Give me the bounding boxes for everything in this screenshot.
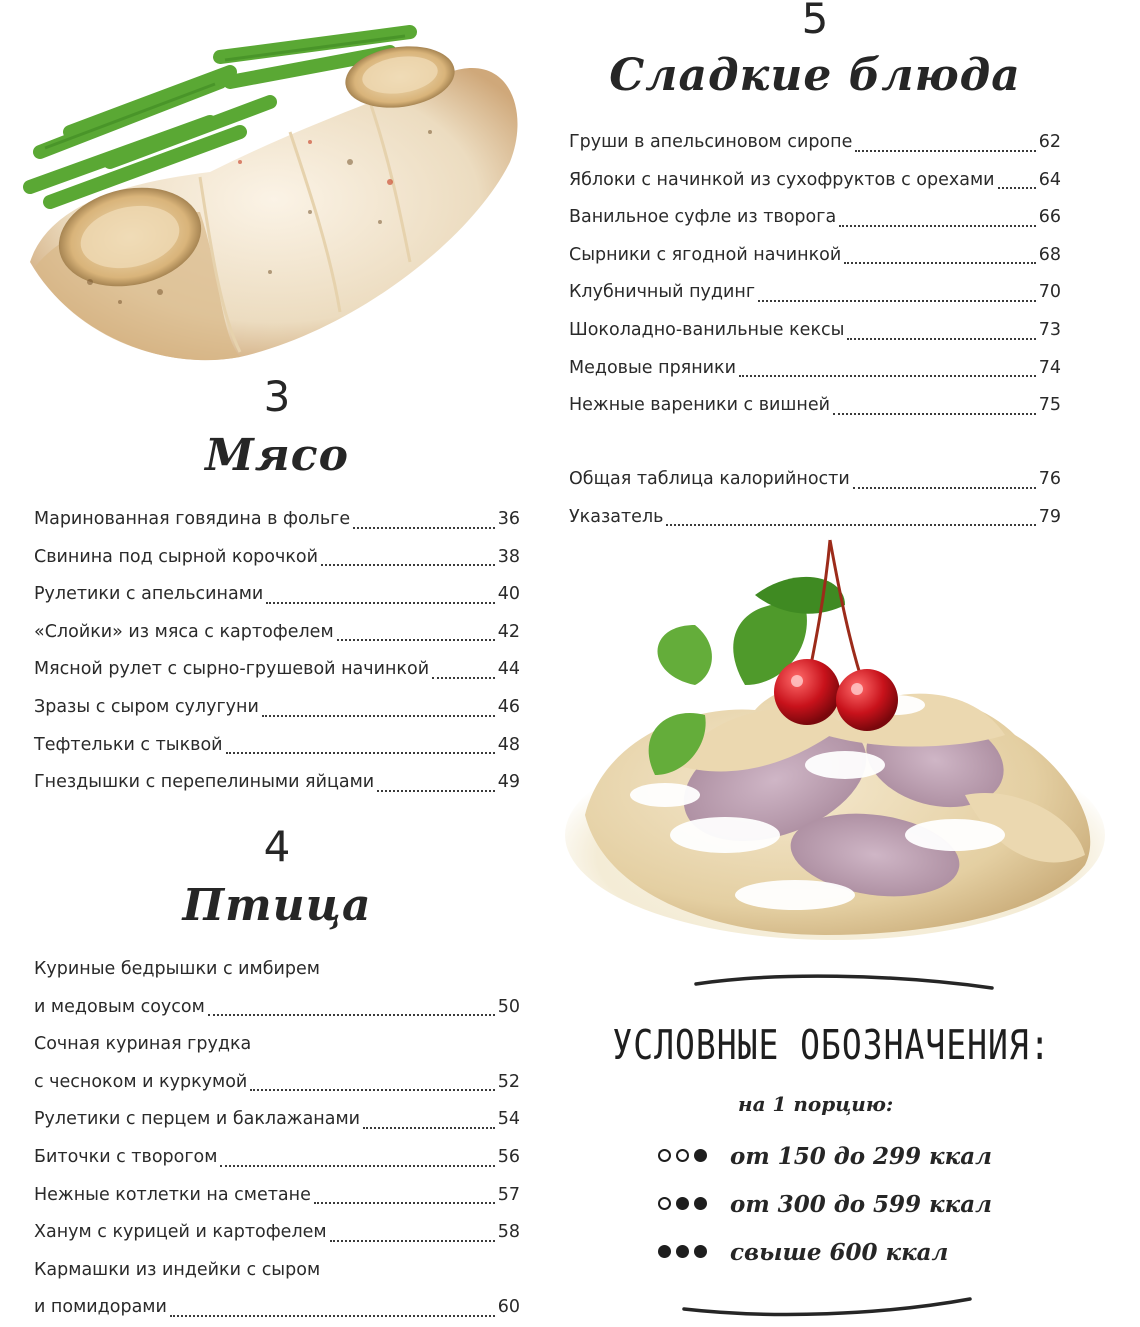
toc-page-number: 62 [1038,132,1061,152]
filled-circle-icon [676,1197,689,1210]
dot-leader [330,1240,495,1242]
toc-entry [34,1177,520,1215]
toc-page-number: 68 [1038,244,1061,265]
dot-leader [363,1127,495,1129]
dot-leader [314,1202,495,1204]
chapter-5-title: Сладкие блюда [609,50,1021,101]
toc-meat-list [34,501,520,802]
dot-leader [833,413,1036,415]
toc-entry-title: Куриные бедрышки с имбирем [34,959,320,979]
dot-leader [855,150,1035,152]
toc-entry-title: Клубничный пудинг [569,282,756,303]
dot-leader [839,225,1036,227]
toc-entry [34,651,520,689]
dot-leader [220,1165,494,1167]
toc-entry-title: Указатель [569,506,664,527]
toc-page-number: 52 [497,1071,520,1092]
dot-leader [998,187,1036,189]
toc-entry [34,1214,520,1252]
toc-page-number: 38 [497,546,520,567]
toc-entry [34,539,520,577]
toc-entry [569,312,1061,350]
toc-page-number: 75 [1038,395,1061,416]
toc-entry-title: Нежные котлетки на сметане [34,1184,311,1205]
toc-entry-title: Яблоки с начинкой из сухофруктов с орехами [569,169,995,190]
toc-page-number: 57 [497,1184,520,1205]
chapter-4-number: 4 [263,822,291,871]
toc-entry-title: Кармашки из индейки с сыром [34,1259,321,1280]
legend-row-text: от 300 до 599 ккал [730,1191,992,1218]
legend-row-text: свыше 600 ккал [730,1239,949,1266]
toc-page-number: 40 [497,584,520,605]
toc-entry [34,764,520,802]
toc-poultry-list [34,951,520,1327]
toc-extras-list [569,461,1061,536]
dot-leader [739,375,1036,377]
toc-entry-title: Рулетики с перцем и баклажанами [34,1109,361,1130]
legend-row-2 [658,1191,992,1218]
toc-entry [569,350,1061,388]
toc-entry [569,461,1061,499]
toc-entry-title: Гнездышки с перепелиными яйцами [34,772,375,793]
toc-entry-title: Ханум с курицей и картофелем [34,1222,327,1243]
toc-desserts-list [569,124,1061,425]
toc-entry [34,614,520,652]
dot-leader [432,677,495,679]
toc-entry-title: Тефтельки с тыквой [34,734,223,755]
empty-circle-icon [676,1149,689,1162]
toc-page-number: 46 [497,696,520,717]
toc-entry [569,199,1061,237]
toc-page-number: 79 [1038,506,1061,527]
toc-entry [569,274,1061,312]
toc-entry-title: Мясной рулет с сырно-грушевой начинкой [34,659,430,680]
toc-page-number: 58 [497,1222,520,1243]
legend-row-text: от 150 до 299 ккал [730,1143,992,1170]
dot-leader [377,790,495,792]
chicken-breast-photo [10,12,530,377]
toc-entry-title: Биточки с творогом [34,1146,218,1167]
toc-entry-title: Зразы с сыром сулугуни [34,696,259,717]
empty-circle-icon [658,1149,671,1162]
toc-entry-title: Медовые пряники [569,357,736,378]
toc-entry [34,1101,520,1139]
dot-leader [321,564,495,566]
dot-leader [847,338,1035,340]
toc-entry [569,124,1061,162]
toc-entry [569,499,1061,537]
toc-page-number: 66 [1038,207,1061,228]
toc-entry [34,1064,520,1102]
dot-leader [208,1014,495,1016]
toc-page-number: 56 [497,1146,520,1167]
toc-entry [34,501,520,539]
dot-leader [844,262,1035,264]
dot-leader [353,527,495,529]
dot-leader [853,487,1036,489]
toc-page-number: 36 [497,509,520,529]
toc-entry [569,162,1061,200]
toc-entry [34,1289,520,1327]
calorie-dots-icon [658,1243,712,1262]
dot-leader [250,1089,494,1091]
legend-row-3 [658,1239,948,1266]
chapter-5-number: 5 [801,0,829,43]
toc-entry [34,1026,520,1064]
toc-entry [569,237,1061,275]
filled-circle-icon [658,1245,671,1258]
calorie-dots-icon [658,1147,712,1166]
toc-entry-title: Нежные вареники с вишней [569,395,830,416]
toc-entry [569,387,1061,425]
toc-page-number: 60 [497,1297,520,1318]
toc-page-number: 48 [497,734,520,755]
toc-entry-title: Шоколадно-ванильные кексы [569,319,845,340]
toc-page-number: 49 [497,772,520,793]
toc-entry-title: и медовым соусом [34,996,205,1017]
toc-entry-title: Свинина под сырной корочкой [34,546,318,567]
toc-entry [34,727,520,765]
dot-leader [226,752,495,754]
toc-entry-title: и помидорами [34,1297,167,1318]
toc-page-number: 42 [497,621,520,642]
filled-circle-icon [676,1245,689,1258]
legend-subtitle: на 1 порцию: [738,1092,894,1116]
empty-circle-icon [658,1197,671,1210]
toc-entry-title: Ванильное суфле из творога [569,207,837,228]
filled-circle-icon [694,1245,707,1258]
dot-leader [337,639,495,641]
legend-row-1 [658,1143,992,1170]
chapter-4-title: Птица [182,880,372,931]
legend-title: УСЛОВНЫЕ ОБОЗНАЧЕНИЯ: [612,1020,1051,1069]
toc-entry-title: Сочная куриная грудка [34,1034,252,1055]
toc-entry-title: Рулетики с апельсинами [34,584,264,605]
toc-entry-title: Общая таблица калорийности [569,469,850,489]
calorie-dots-icon [658,1195,712,1214]
toc-entry-title: Маринованная говядина в фольге [34,509,351,529]
toc-page-number: 44 [497,659,520,680]
toc-entry [34,989,520,1027]
toc-page-number: 74 [1038,357,1061,378]
chapter-3-title: Мясо [205,430,349,481]
chapter-3-number: 3 [263,372,291,421]
filled-circle-icon [694,1197,707,1210]
toc-entry [34,951,520,989]
toc-page-number: 70 [1038,282,1061,303]
toc-entry [34,576,520,614]
dot-leader [758,300,1036,302]
toc-page-number: 50 [497,996,520,1017]
dot-leader [266,602,494,604]
toc-entry-title: Груши в апельсиновом сиропе [569,132,853,152]
dot-leader [666,524,1035,526]
toc-entry [34,1252,520,1290]
toc-page-number: 76 [1038,469,1061,489]
toc-entry [34,689,520,727]
toc-entry-title: «Слойки» из мяса с картофелем [34,621,334,642]
toc-entry-title: с чесноком и куркумой [34,1071,248,1092]
toc-entry [34,1139,520,1177]
toc-page-number: 64 [1038,169,1061,190]
dot-leader [170,1315,495,1317]
decorative-swash-top [694,968,994,998]
cherry-dumplings-photo [545,535,1120,955]
toc-entry-title: Сырники с ягодной начинкой [569,244,842,265]
filled-circle-icon [694,1149,707,1162]
toc-page-number: 54 [497,1109,520,1130]
dot-leader [262,715,495,717]
decorative-swash-bottom [682,1295,972,1323]
toc-page-number: 73 [1038,319,1061,340]
